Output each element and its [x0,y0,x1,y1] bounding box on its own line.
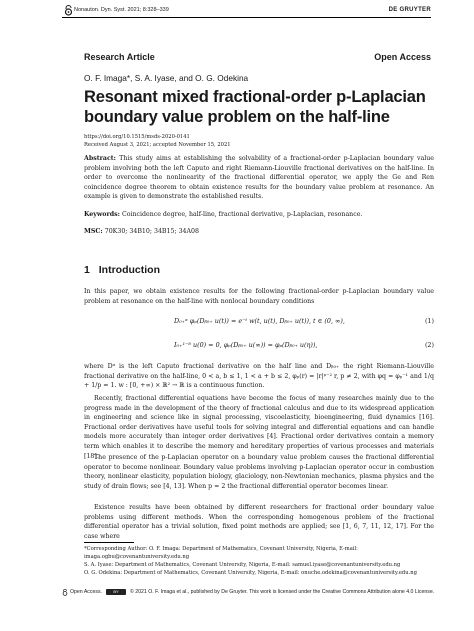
doi-link[interactable]: https://doi.org/10.1515/msds-2020-0141 [84,134,190,140]
equation-1-number: (1) [424,317,434,325]
intro-paragraph-3: Recently, fractional differential equations have become the focus of many researches mainly due to the progress made in the development of the theory of fractional calculus and due to its widespread application in engineering and science like in signal processing, viscoelasticity, bioengineering, fluid dynamics [16]. Fractional order derivatives have useful tools for solving integral and differential equations and can handle models more accurately than integer order derivatives [4]. Fractional order derivatives contain a memory term which enables it to describe the memory and hereditary properties of various processes and materials [18]. [84,395,434,460]
section-heading [84,264,160,276]
running-header [62,4,431,16]
license-text: © 2021 O. F. Imaga et al., published by De Gruyter. This work is licensed under the Creative Commons Attribution alone 4.0 License. [130,589,435,595]
abstract-text: This study aims at establishing the solvability of a fractional-order p-Laplacian boundary value problem involving both the left Caputo and right Riemann-Liouville fractional derivatives on the half-line. In order to overcome the nonlinearity of the fractional differential operator, we apply the Ge and Ren coincidence degree theorem to obtain existence results for the boundary value problem at resonance. An example is given to demonstrate the established results. [84,155,434,200]
abstract-label: Abstract: [84,155,116,162]
intro-paragraph-1: In this paper, we obtain existence results for the following fractional-order p-Laplacian boundary value problem at resonance on the half-line with nonlocal boundary conditions [84,288,434,305]
msc-label: MSC: [84,228,103,235]
keywords-text: Coincidence degree, half-line, fractional derivative, p-Laplacian, resonance. [121,211,363,218]
equation-2-expression: I₀₊¹⁻ᵇ u(0) = 0, φₚ(Dᵦ₀₊ u(∞)) = φₚ(Dᵦ₀₊ u(η)), [174,341,318,349]
footnote-rule [84,542,134,543]
article-type: Research Article [84,52,155,62]
intro-paragraph-5: Existence results have been obtained by different researchers for fractional order boundary value problems using different methods. When the corresponding homogenous problem of the fractional differential operator has a trivial solution, fixed point methods are applied; see [1, 6, 7, 11, 12, 17]. For the case where [84,504,434,540]
footnote-corresponding-author: *Corresponding Author: O. F. Imaga: Department of Mathematics, Covenant University, Nigeria, E-mail: imaga.ogbu@covenantuniversity.edu.ng [84,546,358,560]
received-dates: Received August 3, 2021; accepted November 15, 2021 [84,142,231,148]
header-rule [62,17,431,18]
paper-title: Resonant mixed fractional-order p-Laplacian boundary value problem on the half-line [84,88,426,126]
msc-codes [84,228,434,235]
equation-2-number: (2) [424,341,434,349]
footnote-author-3: O. G. Odekina: Department of Mathematics, Covenant University, Nigeria, E-mail: onuche.odekina@covenantuniversity.edu.ng [84,570,417,576]
equation-1-expression: D₀₊ᵅ φₚ(Dᵦ₀₊ u(t)) = e⁻ᵗ w(t, u(t), Dᵦ₀₊ u(t)), t ∈ (0, ∞), [174,317,345,325]
msc-text: 70K30; 34B10; 34B15; 34A08 [104,228,199,235]
license-notice [62,588,442,596]
cc-badge-label: BY [113,589,119,594]
journal-reference: Nonauton. Dyn. Syst. 2021; 8:328–339 [74,7,169,13]
cc-by-badge-icon [106,589,126,595]
license-open-access: Open Access. [70,589,103,595]
footnote-author-2: S. A. Iyase: Department of Mathematics, Covenant University, Nigeria, E-mail: samuel.iyase@covenantuniversity.edu.ng [84,562,401,568]
keywords [84,211,434,218]
author-list: O. F. Imaga*, S. A. Iyase, and O. G. Odekina [84,73,249,83]
publisher-name: DE GRUYTER [388,7,431,13]
abstract [84,154,434,202]
intro-paragraph-2: where Dᵅ is the left Caputo fractional derivative on the half line and Dᵦ₀₊ the right Riemann-Liouville fractional derivative on the half-line, 0 < a, b ≤ 1, 1 < a + b ≤ 2, φₚ(r) = |r|ᵖ⁻² r, p ≠ 2, with φq = φₚ⁻¹ and 1/q + 1/p = 1. w : [0, +∞) × ℝ² → ℝ is a continuous function. [84,363,434,390]
intro-paragraph-4: The presence of the p-Laplacian operator on a boundary value problem causes the fractional differential operator to become nonlinear. Boundary value problems involving p-Laplacian operator occur in combustion theory, nonlinear elasticity, population biology, glaciology, non-Newtonian mechanics, plasma physics and the study of drain flows; see [4, 13]. When p = 2 the fractional differential operator becomes linear. [84,454,434,490]
author-footnotes [84,545,434,577]
open-access-icon [62,589,68,596]
section-number: 1 [84,264,90,276]
open-access-label: Open Access [374,52,431,62]
section-title: Introduction [98,264,161,276]
keywords-label: Keywords: [84,211,120,218]
